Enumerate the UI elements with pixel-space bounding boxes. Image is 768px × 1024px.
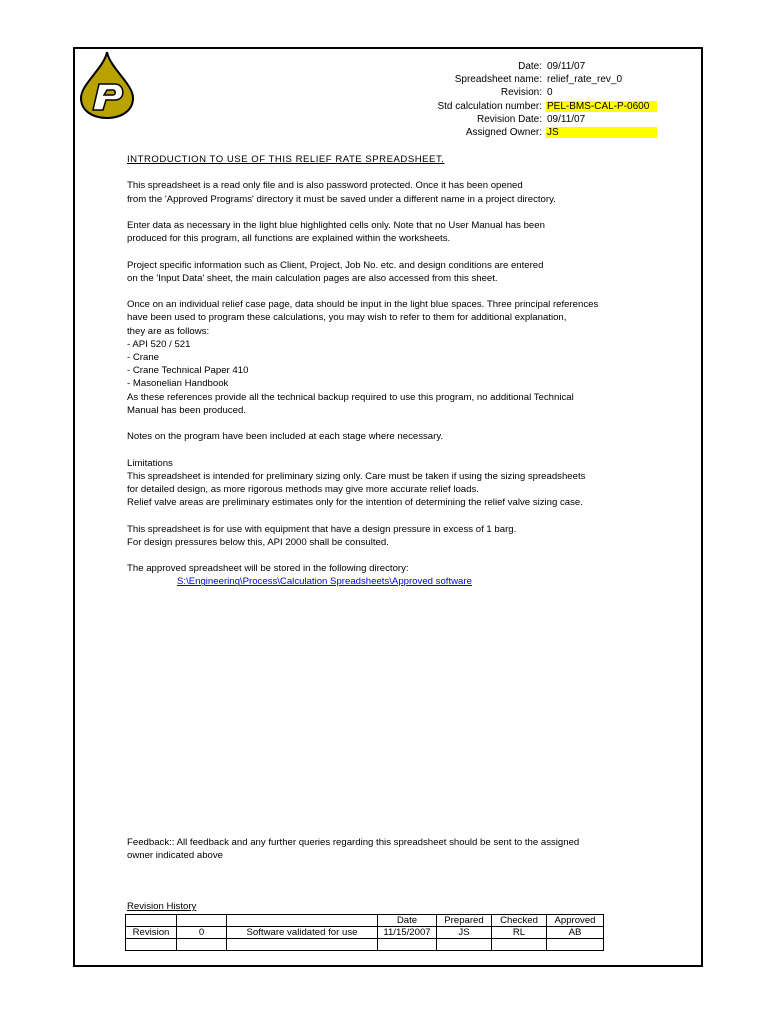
- intro-line: This spreadsheet is for use with equipment that have a design pressure in excess of 1 barg.: [127, 523, 517, 535]
- spreadsheet-info: [380, 60, 710, 139]
- revision-label: Revision:: [500, 87, 542, 99]
- intro-line: Project specific information such as Client, Project, Job No. etc. and design conditions are entered: [127, 259, 544, 271]
- approved-directory-link[interactable]: S:\Engineering\Process\Calculation Spreadsheets\Approved software: [177, 576, 472, 588]
- table-cell: [126, 939, 177, 951]
- table-cell: 0: [177, 927, 227, 939]
- table-header-cell: [126, 915, 177, 927]
- feedback-line: Feedback:: All feedback and any further queries regarding this spreadsheet should be sent to the assigned: [127, 837, 580, 848]
- table-cell: Revision: [126, 927, 177, 939]
- intro-line: This spreadsheet is intended for preliminary sizing only. Care must be taken if using the sizing spreadsheets: [127, 470, 586, 482]
- table-header-cell: Approved: [547, 915, 604, 927]
- intro-line: The approved spreadsheet will be stored in the following directory:: [127, 563, 409, 575]
- table-header-cell: Date: [378, 915, 437, 927]
- table-row: [126, 927, 604, 939]
- intro-line: for detailed design, as more rigorous methods may give more accurate relief loads.: [127, 483, 479, 495]
- intro-line: from the 'Approved Programs' directory it must be saved under a different name in a project directory.: [127, 193, 556, 205]
- reference-item: - Crane Technical Paper 410: [127, 365, 249, 377]
- table-cell: RL: [492, 927, 547, 939]
- table-header-cell: [227, 915, 378, 927]
- intro-line: they are as follows:: [127, 325, 210, 337]
- date-value: 09/11/07: [547, 61, 586, 73]
- std-calc-label: Std calculation number:: [437, 100, 542, 112]
- reference-item: - API 520 / 521: [127, 338, 191, 350]
- limitations-heading: Limitations: [127, 457, 173, 469]
- table-header-row: [126, 915, 604, 927]
- intro-line: Manual has been produced.: [127, 404, 246, 416]
- table-cell: [378, 939, 437, 951]
- feedback-text: [127, 836, 579, 862]
- table-cell: [177, 939, 227, 951]
- intro-line: have been used to program these calculations, you may wish to refer to them for additional explanation,: [127, 312, 567, 324]
- intro-line: Relief valve areas are preliminary estimates only for the intention of determining the relief valve sizing case.: [127, 497, 583, 509]
- revision-date-label: Revision Date:: [476, 113, 542, 125]
- reference-item: - Crane: [127, 351, 159, 363]
- feedback-line: owner indicated above: [127, 850, 224, 862]
- table-cell: 11/15/2007: [378, 927, 437, 939]
- intro-line: Enter data as necessary in the light blue highlighted cells only. Note that no User Manual has been: [127, 219, 545, 231]
- intro-line: For design pressures below this, API 2000 shall be consulted.: [127, 536, 389, 548]
- revision-date-value: 09/11/07: [547, 113, 586, 125]
- reference-item: - Masonelian Handbook: [127, 378, 229, 390]
- table-cell: [547, 939, 604, 951]
- table-cell: [227, 939, 378, 951]
- table-header-cell: [177, 915, 227, 927]
- table-header-cell: Checked: [492, 915, 547, 927]
- spreadsheet-name-label: Spreadsheet name:: [454, 74, 542, 86]
- table-header-cell: Prepared: [437, 915, 492, 927]
- intro-line: on the 'Input Data' sheet, the main calculation pages are also accessed from this sheet.: [127, 272, 498, 284]
- table-cell: [492, 939, 547, 951]
- oil-drop-logo-icon: [79, 50, 135, 120]
- table-cell: JS: [437, 927, 492, 939]
- intro-line: Once on an individual relief case page, data should be input in the light blue spaces. Three principal references: [127, 299, 599, 311]
- table-cell: AB: [547, 927, 604, 939]
- table-cell: Software validated for use: [227, 927, 378, 939]
- spreadsheet-name-value: relief_rate_rev_0: [547, 74, 623, 86]
- intro-title: INTRODUCTION TO USE OF THIS RELIEF RATE SPREADSHEET.: [127, 154, 445, 165]
- intro-line: produced for this program, all functions are explained within the worksheets.: [127, 233, 451, 245]
- std-calc-value: PEL-BMS-CAL-P-0600: [546, 101, 657, 112]
- intro-text: [127, 153, 687, 589]
- revision-value: 0: [547, 87, 553, 99]
- revision-history-title: Revision History: [127, 901, 197, 912]
- date-label: Date:: [518, 61, 542, 73]
- intro-line: This spreadsheet is a read only file and is also password protected. Once it has been opened: [127, 180, 523, 192]
- intro-line: As these references provide all the technical backup required to use this program, no additional Technical: [127, 391, 574, 403]
- table-cell: [437, 939, 492, 951]
- intro-line: Notes on the program have been included at each stage where necessary.: [127, 431, 444, 443]
- assigned-owner-label: Assigned Owner:: [465, 127, 542, 139]
- table-row: [126, 939, 604, 951]
- revision-history-table: [125, 914, 604, 951]
- assigned-owner-value: JS: [546, 127, 657, 138]
